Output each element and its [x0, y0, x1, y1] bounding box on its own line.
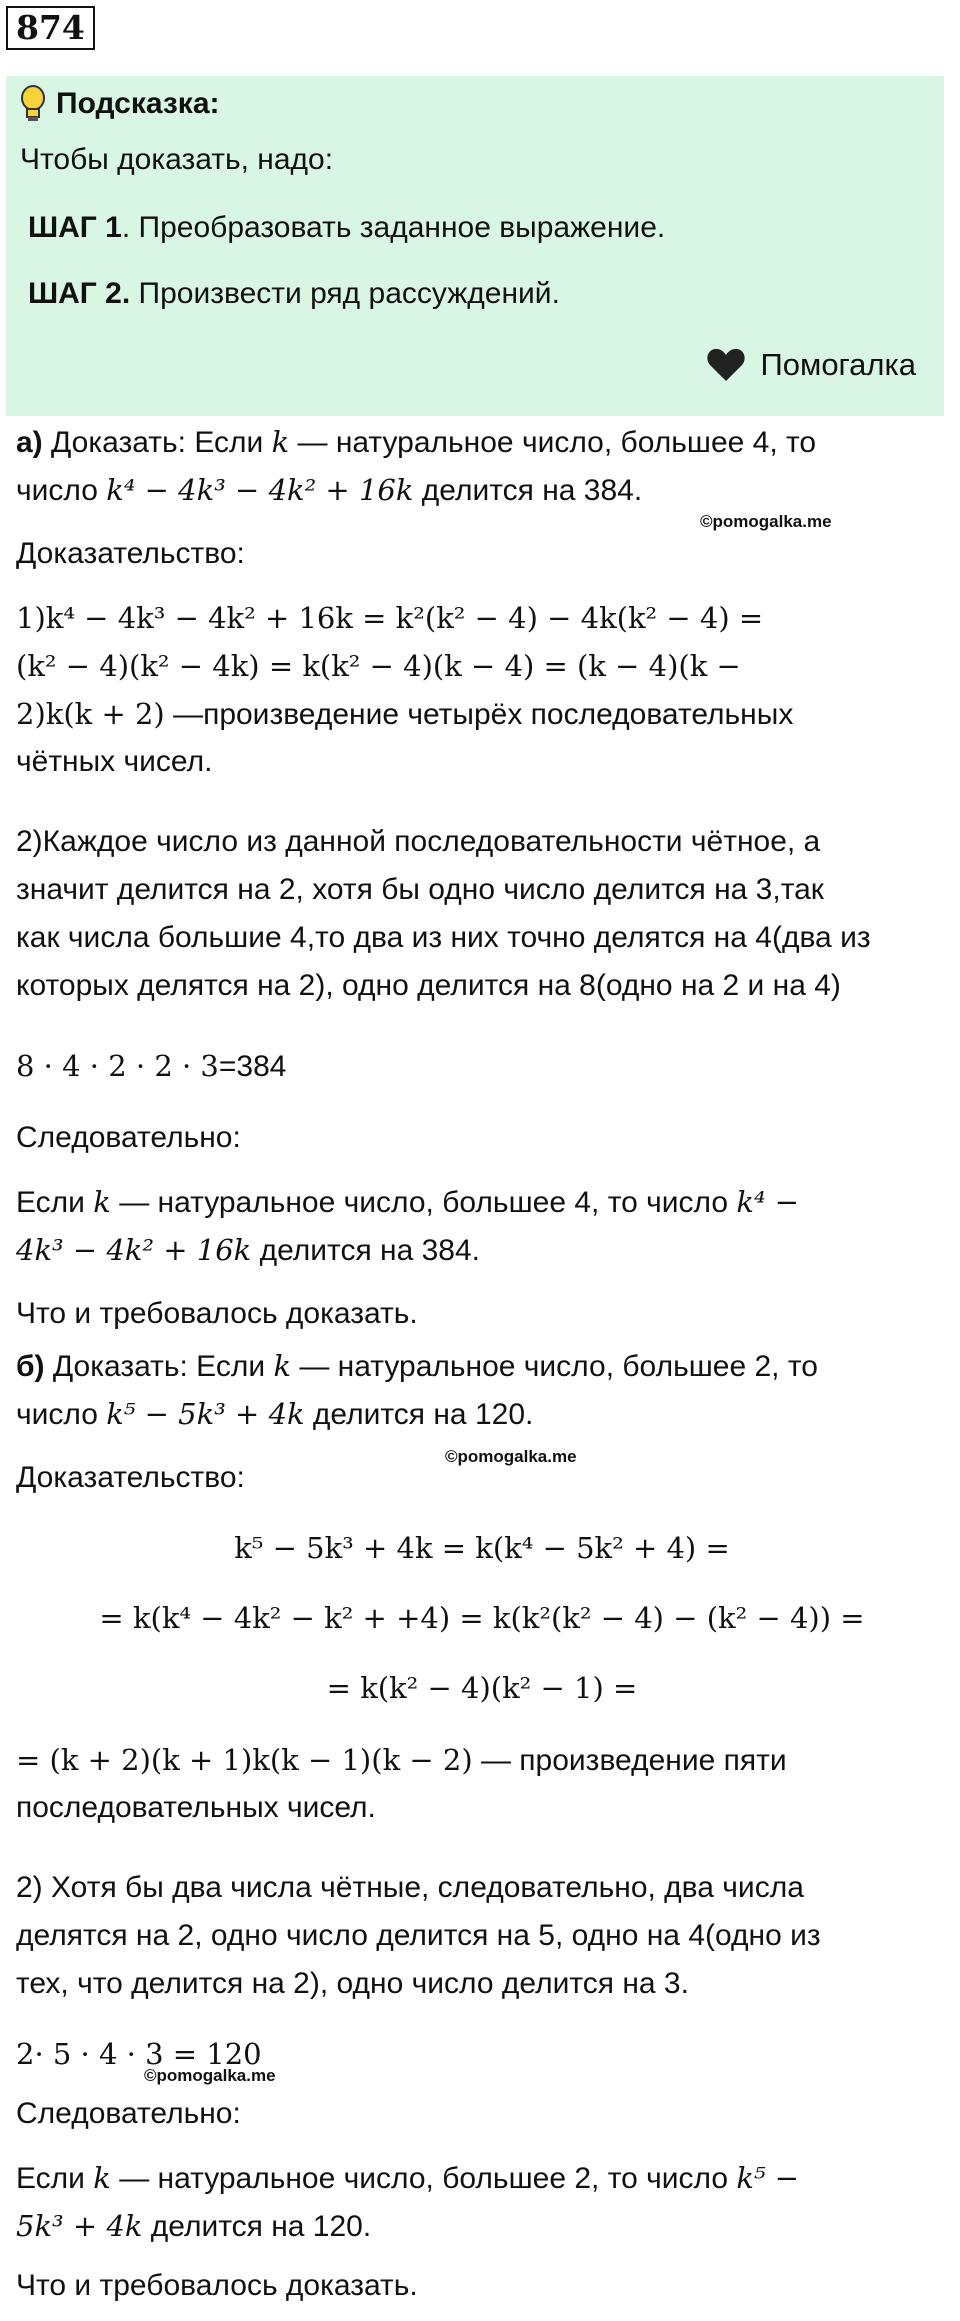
step-1-label: ШАГ 1 [28, 211, 122, 244]
a-concl-expr-1: k⁴ − [736, 1185, 800, 1219]
a-step1-line-4: чётных чисел. [16, 745, 213, 778]
a-step1-expr: 2)k(k + 2) [16, 697, 165, 731]
a-task-text-1: Доказать: Если [42, 426, 272, 459]
b-concl-text-1: Если [16, 2162, 94, 2195]
b-proof-label: Доказательство: [16, 1461, 245, 1494]
b-step2-line-3: тех, что делится на 2), одно число делится на 3. [16, 1967, 689, 2000]
watermark-2: ©pomogalka.me [445, 1447, 577, 1466]
b-task-k: k [273, 1349, 292, 1383]
b-task-text-4: делится на 120. [304, 1398, 534, 1431]
b-task-line-2 [16, 1390, 948, 1439]
a-calculation [16, 1042, 948, 1091]
b-equation-2: = k(k⁴ − 4k² − k² + +4) = k(k²(k² − 4) − (k² − 4)) = [99, 1601, 865, 1635]
a-step1-desc: —произведение четырёх последовательных [164, 698, 794, 731]
b-concl-text-2: — натуральное число, большее 2, то число [110, 2162, 737, 2195]
task-number: 874 [6, 6, 95, 50]
b-concl-k: k [93, 2161, 111, 2195]
b-step2-line-2: делятся на 2, одно число делится на 5, одно на 4(одно из [16, 1919, 821, 1952]
a-task-line-1 [16, 418, 948, 467]
a-task-text-2: — натуральное число, большее 4, то [289, 426, 817, 459]
b-eq4-desc: — произведение пяти [472, 1744, 787, 1777]
a-concl-text-2: — натуральное число, большее 4, то число [110, 1186, 737, 1219]
hint-title [20, 82, 220, 126]
hint-step-1 [28, 206, 665, 250]
b-therefore: Следовательно: [16, 2097, 241, 2130]
a-step2-line-1: 2)Каждое число из данной последовательности чётное, а [16, 825, 821, 858]
b-conclusion-line-2 [16, 2202, 948, 2251]
helper-brand [706, 343, 916, 387]
a-concl-text-1: Если [16, 1186, 94, 1219]
heart-icon [706, 347, 746, 383]
b-task-expression: k⁵ − 5k³ + 4k [106, 1397, 305, 1431]
hint-step-2 [28, 272, 560, 316]
b-equation-4 [16, 1736, 948, 1785]
a-task-text-3: число [16, 474, 107, 507]
lightbulb-icon [20, 85, 46, 123]
watermark-3: ©pomogalka.me [144, 2066, 276, 2085]
b-conclusion-line-1 [16, 2154, 948, 2203]
a-task-expression: k⁴ − 4k³ − 4k² + 16k [106, 473, 414, 507]
a-task-line-2 [16, 466, 948, 515]
a-label: а) [16, 426, 43, 459]
helper-label: Помогалка [760, 347, 916, 382]
a-step2-line-3: как числа большие 4,то два из них точно делятся на 4(два из [16, 921, 871, 954]
b-equation-3: = k(k² − 4)(k² − 1) = [326, 1671, 638, 1705]
watermark-1: ©pomogalka.me [700, 512, 832, 531]
a-calc-expr: 8 · 4 · 2 · 2 · 3 [16, 1049, 219, 1083]
step-2-text: Произвести ряд рассуждений. [130, 277, 560, 310]
b-task-text-1: Доказать: Если [44, 1350, 274, 1383]
b-concl-expr-2: 5k³ + 4k [16, 2209, 143, 2243]
b-label: б) [16, 1350, 45, 1383]
a-proof-label: Доказательство: [16, 537, 245, 570]
step-1-text: . Преобразовать заданное выражение. [121, 211, 666, 244]
a-step1-line-2: (k² − 4)(k² − 4k) = k(k² − 4)(k − 4) = (k − 4)(k − [16, 649, 741, 683]
b-concl-text-3: делится на 120. [142, 2210, 372, 2243]
hint-intro: Чтобы доказать, надо: [20, 143, 334, 176]
b-task-text-3: число [16, 1398, 107, 1431]
b-concl-expr-1: k⁵ − [736, 2161, 800, 2195]
a-calc-result: =384 [218, 1050, 287, 1083]
a-conclusion-line-2 [16, 1226, 948, 1275]
a-therefore: Следовательно: [16, 1121, 241, 1154]
a-step1-line-1: 1)k⁴ − 4k³ − 4k² + 16k = k²(k² − 4) − 4k(k² − 4) = [16, 601, 764, 635]
a-conclusion-line-1 [16, 1178, 948, 1227]
b-step2-line-1: 2) Хотя бы два числа чётные, следовательно, два числа [16, 1871, 804, 1904]
a-task-k: k [271, 425, 290, 459]
hint-box [6, 76, 944, 416]
a-qed: Что и требовалось доказать. [16, 1297, 418, 1330]
b-eq4-expr: = (k + 2)(k + 1)k(k − 1)(k − 2) [16, 1743, 473, 1777]
a-concl-expr-2: 4k³ − 4k² + 16k [16, 1233, 252, 1267]
b-equation-5: последовательных чисел. [16, 1791, 376, 1824]
a-task-text-4: делится на 384. [413, 474, 643, 507]
a-step2-line-4: которых делятся на 2), одно делится на 8(одно на 2 и на 4) [16, 969, 841, 1002]
a-concl-k: k [93, 1185, 111, 1219]
a-step2-line-2: значит делится на 2, хотя бы одно число делится на 3,так [16, 873, 824, 906]
b-calculation: 2· 5 · 4 · 3 = 120 [16, 2037, 262, 2071]
step-2-label: ШАГ 2. [28, 277, 131, 310]
a-concl-text-3: делится на 384. [251, 1234, 480, 1267]
b-task-text-2: — натуральное число, большее 2, то [291, 1350, 818, 1383]
a-step1-line-3 [16, 690, 948, 739]
b-qed: Что и требовалось доказать. [16, 2269, 418, 2302]
b-equation-1: k⁵ − 5k³ + 4k = k(k⁴ − 5k² + 4) = [234, 1531, 730, 1565]
b-task-line-1 [16, 1342, 948, 1391]
hint-title-text: Подсказка: [56, 87, 220, 120]
